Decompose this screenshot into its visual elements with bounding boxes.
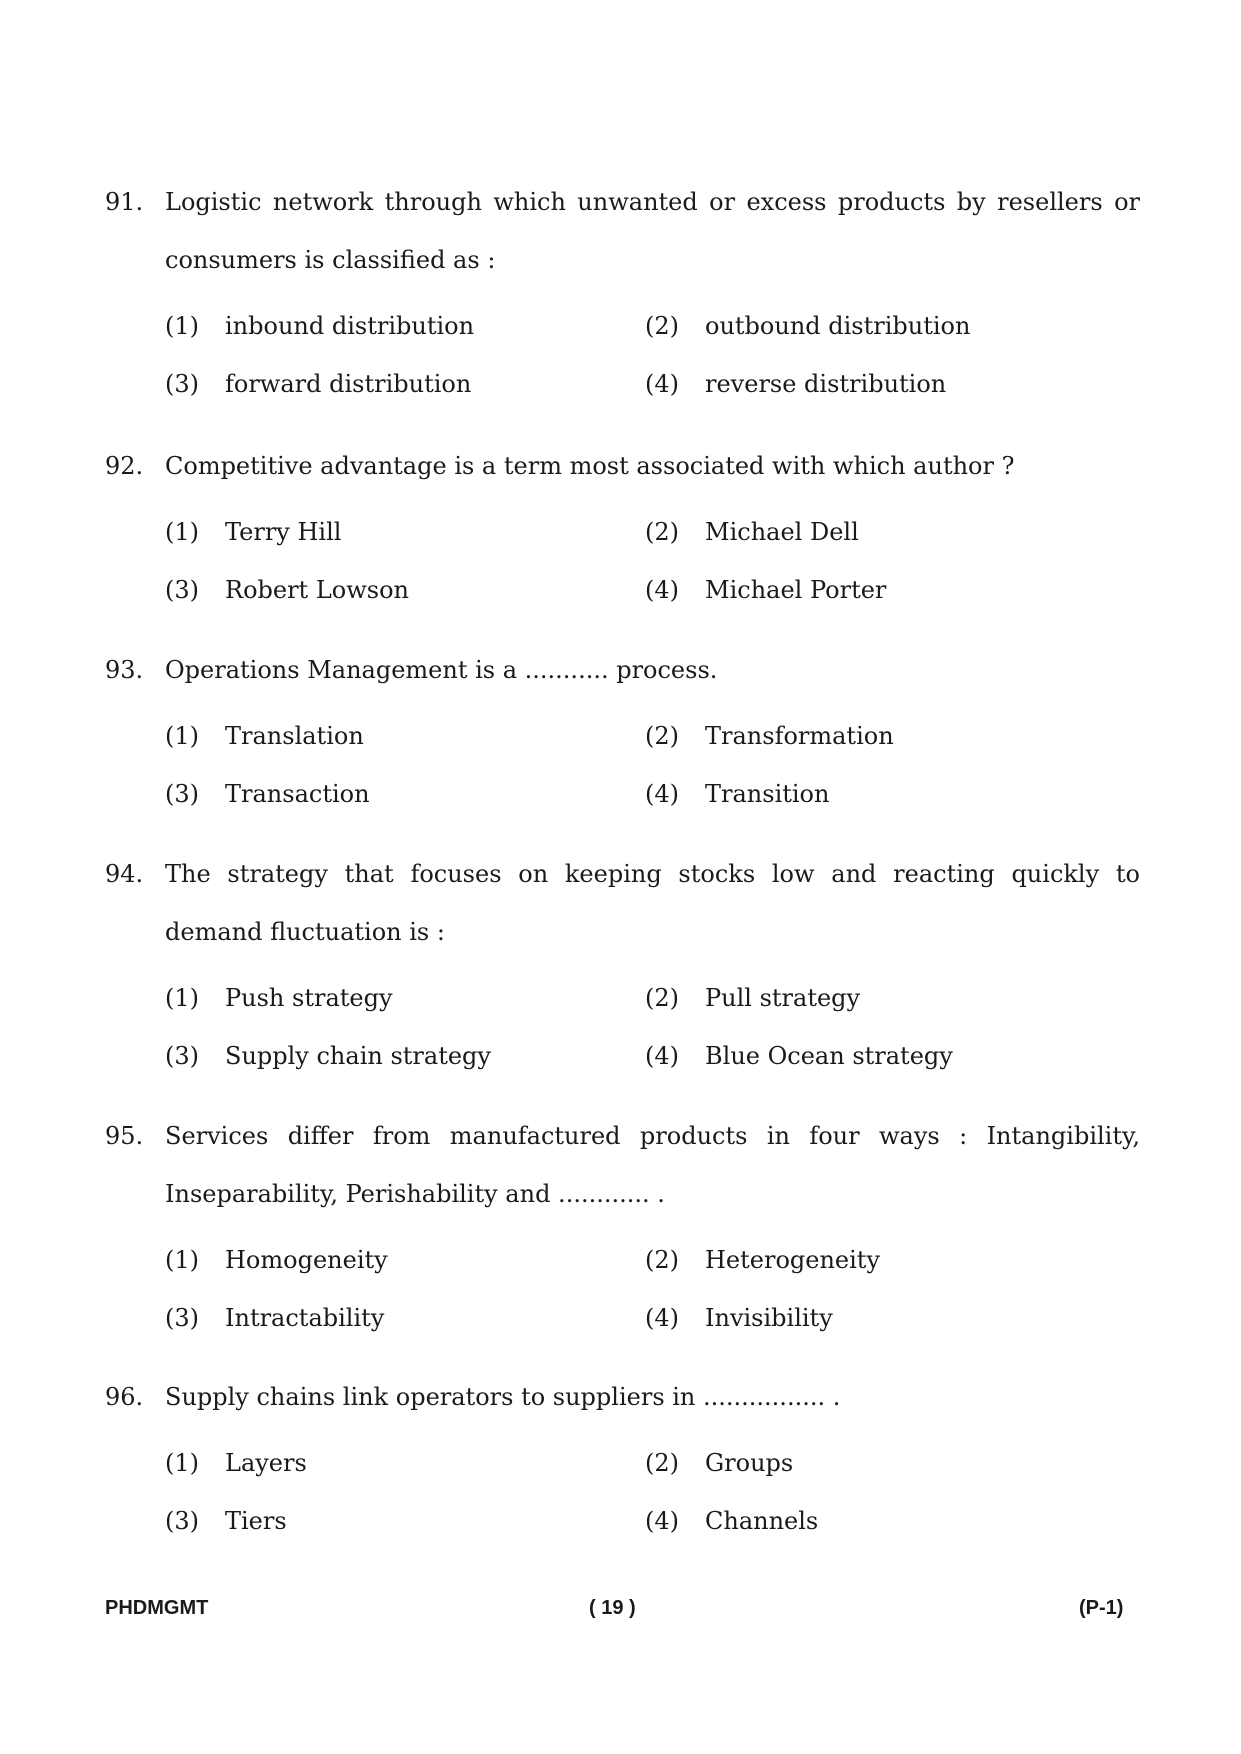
- option-text: Supply chain strategy: [225, 1042, 491, 1070]
- option-text: Push strategy: [225, 984, 393, 1012]
- option-text: Michael Dell: [705, 518, 859, 546]
- footer-page-number: ( 19 ): [589, 1597, 636, 1619]
- question-text: Logistic network through which unwanted or excess products by resellers or consumers is classified as :: [165, 188, 1140, 274]
- option-text: Channels: [705, 1507, 819, 1535]
- option-text: Michael Porter: [705, 576, 887, 604]
- option-number: (1): [165, 312, 199, 340]
- question-number: 91.: [105, 188, 144, 216]
- option-text: outbound distribution: [705, 312, 971, 340]
- option-number: (2): [645, 1246, 679, 1274]
- option-text: Homogeneity: [225, 1246, 388, 1274]
- option-number: (1): [165, 1449, 199, 1477]
- option-number: (4): [645, 780, 679, 808]
- option-text: Translation: [225, 722, 364, 750]
- option-number: (4): [645, 1304, 679, 1332]
- option-text: Robert Lowson: [225, 576, 409, 604]
- option-text: Transformation: [705, 722, 894, 750]
- option-number: (4): [645, 1507, 679, 1535]
- option-number: (3): [165, 576, 199, 604]
- option-number: (3): [165, 1507, 199, 1535]
- option-text: inbound distribution: [225, 312, 475, 340]
- option-text: Pull strategy: [705, 984, 861, 1012]
- option-number: (4): [645, 576, 679, 604]
- question-text: Competitive advantage is a term most associated with which author ?: [165, 452, 1015, 480]
- question-text: The strategy that focuses on keeping stocks low and reacting quickly to demand fluctuation is :: [165, 860, 1140, 946]
- question-number: 94.: [105, 860, 144, 888]
- question-number: 95.: [105, 1122, 144, 1150]
- option-text: Transition: [705, 780, 830, 808]
- option-number: (2): [645, 984, 679, 1012]
- option-number: (3): [165, 780, 199, 808]
- question-number: 96.: [105, 1383, 144, 1411]
- option-number: (4): [645, 1042, 679, 1070]
- footer-set-code: (P-1): [1079, 1597, 1124, 1619]
- question-text: Supply chains link operators to suppliers in ................ .: [165, 1383, 841, 1411]
- option-text: reverse distribution: [705, 370, 947, 398]
- question-number: 93.: [105, 656, 144, 684]
- option-text: Intractability: [225, 1304, 385, 1332]
- question-text: Services differ from manufactured products in four ways : Intangibility, Inseparability, Perishability and ............ .: [165, 1122, 1140, 1208]
- option-number: (4): [645, 370, 679, 398]
- footer-paper-code: PHDMGMT: [105, 1597, 209, 1619]
- option-number: (3): [165, 370, 199, 398]
- option-number: (1): [165, 518, 199, 546]
- option-text: Blue Ocean strategy: [705, 1042, 953, 1070]
- option-number: (2): [645, 722, 679, 750]
- option-text: Invisibility: [705, 1304, 833, 1332]
- option-number: (1): [165, 984, 199, 1012]
- option-text: Heterogeneity: [705, 1246, 881, 1274]
- option-number: (2): [645, 518, 679, 546]
- option-number: (1): [165, 722, 199, 750]
- option-text: Terry Hill: [225, 518, 342, 546]
- option-text: Layers: [225, 1449, 307, 1477]
- option-number: (3): [165, 1304, 199, 1332]
- question-text: Operations Management is a ........... process.: [165, 656, 718, 684]
- option-number: (1): [165, 1246, 199, 1274]
- option-text: Transaction: [225, 780, 370, 808]
- option-text: Groups: [705, 1449, 794, 1477]
- option-number: (3): [165, 1042, 199, 1070]
- option-number: (2): [645, 1449, 679, 1477]
- question-number: 92.: [105, 452, 144, 480]
- option-text: forward distribution: [225, 370, 472, 398]
- option-text: Tiers: [225, 1507, 287, 1535]
- option-number: (2): [645, 312, 679, 340]
